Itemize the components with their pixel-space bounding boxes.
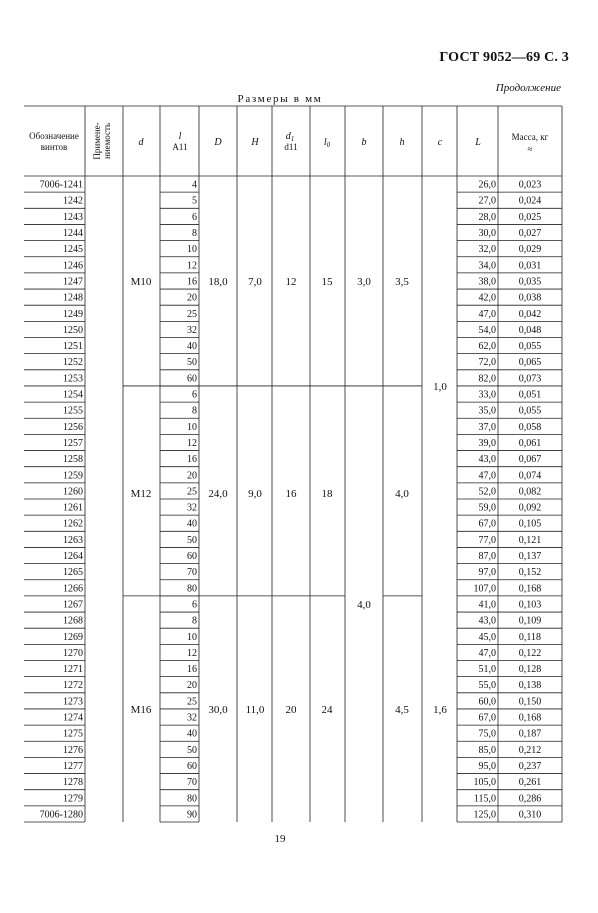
cell-designation: 1252	[63, 357, 83, 369]
cell-designation: 1242	[63, 195, 83, 207]
cell-l: 6	[192, 389, 197, 401]
cell-designation: 1256	[63, 421, 83, 433]
cell-L: 32,0	[478, 244, 496, 256]
cell-h: 3,5	[395, 275, 409, 288]
cell-L: 67,0	[478, 518, 496, 530]
cell-L: 34,0	[478, 260, 496, 272]
cell-designation: 1262	[63, 518, 83, 530]
d1-sub: 1	[290, 135, 295, 143]
cell-mass: 0,122	[518, 647, 542, 659]
cell-mass: 0,187	[518, 728, 542, 740]
cell-L: 77,0	[478, 534, 496, 546]
cell-l: 12	[187, 260, 197, 272]
cell-l: 25	[187, 486, 197, 498]
cell-mass: 0,168	[518, 712, 542, 724]
cell-designation: 1266	[63, 583, 83, 595]
cell-designation: 1245	[63, 244, 83, 256]
cell-mass: 0,310	[518, 809, 542, 821]
cell-designation: 1269	[63, 631, 83, 643]
cell-L: 47,0	[478, 470, 496, 482]
cell-mass: 0,152	[518, 567, 542, 579]
cell-L: 47,0	[478, 647, 496, 659]
cell-designation: 1250	[63, 324, 83, 336]
cell-mass: 0,137	[518, 551, 542, 563]
cell-L: 43,0	[478, 454, 496, 466]
cell-l: 6	[192, 599, 197, 611]
dimensions-caption: Размеры в мм	[237, 93, 323, 105]
cell-mass: 0,118	[518, 631, 542, 643]
header-mass-approx: ≈	[527, 144, 533, 154]
header-designation-line2: винтов	[40, 142, 68, 152]
cell-l: 40	[187, 518, 197, 530]
cell-mass: 0,261	[518, 777, 542, 789]
cell-c: 1,0	[433, 380, 447, 393]
header-L: L	[475, 137, 481, 148]
cell-designation: 1278	[63, 777, 83, 789]
cell-l: 16	[187, 276, 197, 288]
cell-l: 8	[192, 228, 197, 240]
cell-l: 4	[192, 179, 197, 191]
cell-designation: 1273	[63, 696, 83, 708]
header-designation-line1: Обозначение	[29, 131, 79, 141]
cell-mass: 0,035	[518, 276, 542, 288]
cell-L: 54,0	[478, 324, 496, 336]
header-d: d	[138, 137, 144, 148]
cell-l: 32	[187, 712, 197, 724]
cell-l: 5	[192, 195, 197, 207]
cell-l: 10	[187, 421, 197, 433]
cell-designation: 1261	[63, 502, 83, 514]
cell-l: 8	[192, 615, 197, 627]
cell-l: 60	[187, 760, 197, 772]
cell-d1: 12	[285, 275, 297, 288]
cell-mass: 0,055	[518, 341, 542, 353]
cell-L: 42,0	[478, 292, 496, 304]
cell-l: 50	[187, 744, 197, 756]
cell-mass: 0,212	[518, 744, 542, 756]
cell-l: 16	[187, 454, 197, 466]
cell-b: 3,0	[357, 275, 371, 288]
cell-designation: 1259	[63, 470, 83, 482]
cell-h: 4,5	[395, 703, 409, 716]
header-c: c	[437, 137, 443, 148]
cell-mass: 0,048	[518, 324, 542, 336]
cell-l0: 15	[321, 275, 333, 288]
cell-l: 32	[187, 324, 197, 336]
cell-l: 80	[187, 583, 197, 595]
cell-designation: 1279	[63, 793, 83, 805]
cell-l: 70	[187, 777, 197, 789]
cell-l: 16	[187, 664, 197, 676]
cell-mass: 0,150	[518, 696, 542, 708]
cell-designation: 1274	[63, 712, 83, 724]
cell-l: 60	[187, 373, 197, 385]
cell-L: 55,0	[478, 680, 496, 692]
cell-L: 105,0	[473, 777, 496, 789]
cell-L: 37,0	[478, 421, 496, 433]
cell-l: 6	[192, 211, 197, 223]
header-applicability: Примене-ниемость	[92, 122, 112, 160]
cell-L: 85,0	[478, 744, 496, 756]
cell-D: 18,0	[208, 275, 228, 288]
cell-mass: 0,058	[518, 421, 542, 433]
cell-designation: 1264	[63, 551, 83, 563]
cell-designation: 1271	[63, 664, 83, 676]
cell-designation: 1253	[63, 373, 83, 385]
cell-mass: 0,128	[518, 664, 542, 676]
cell-L: 60,0	[478, 696, 496, 708]
cell-L: 59,0	[478, 502, 496, 514]
cell-designation: 7006-1280	[39, 809, 83, 821]
cell-L: 26,0	[478, 179, 496, 191]
cell-L: 41,0	[478, 599, 496, 611]
cell-designation: 1246	[63, 260, 83, 272]
cell-l: 32	[187, 502, 197, 514]
continuation-label: Продолжение	[495, 82, 561, 94]
cell-designation: 1260	[63, 486, 83, 498]
l0-sub: 0	[326, 141, 331, 149]
cell-designation: 1275	[63, 728, 83, 740]
cell-mass: 0,051	[518, 389, 542, 401]
cell-L: 35,0	[478, 405, 496, 417]
l0-sym: l	[323, 137, 327, 148]
cell-l: 10	[187, 244, 197, 256]
cell-H: 9,0	[248, 487, 262, 500]
cell-designation: 1277	[63, 760, 83, 772]
cell-L: 47,0	[478, 308, 496, 320]
cell-l: 90	[187, 809, 197, 821]
cell-designation: 1243	[63, 211, 83, 223]
cell-l: 50	[187, 357, 197, 369]
cell-L: 38,0	[478, 276, 496, 288]
cell-mass: 0,121	[518, 534, 542, 546]
cell-mass: 0,031	[518, 260, 542, 272]
header-d1-tolerance: d11	[284, 142, 298, 152]
cell-mass: 0,138	[518, 680, 542, 692]
table-body	[24, 180, 562, 822]
cell-l: 10	[187, 631, 197, 643]
cell-l: 12	[187, 437, 197, 449]
cell-l: 40	[187, 341, 197, 353]
cell-mass: 0,092	[518, 502, 542, 514]
cell-L: 95,0	[478, 760, 496, 772]
cell-l: 12	[187, 647, 197, 659]
cell-designation: 1257	[63, 437, 83, 449]
cell-L: 33,0	[478, 389, 496, 401]
cell-designation: 1272	[63, 680, 83, 692]
cell-mass: 0,109	[518, 615, 542, 627]
cell-designation: 1254	[63, 389, 83, 401]
cell-L: 45,0	[478, 631, 496, 643]
cell-d: M12	[130, 487, 152, 500]
cell-L: 67,0	[478, 712, 496, 724]
cell-l: 40	[187, 728, 197, 740]
cell-H: 7,0	[248, 275, 262, 288]
cell-H: 11,0	[245, 703, 265, 716]
header-h: h	[399, 137, 405, 148]
header-H: H	[251, 137, 259, 148]
cell-designation: 1255	[63, 405, 83, 417]
cell-mass: 0,025	[518, 211, 542, 223]
cell-mass: 0,042	[518, 308, 542, 320]
cell-D: 30,0	[208, 703, 228, 716]
cell-mass: 0,027	[518, 228, 542, 240]
cell-l: 50	[187, 534, 197, 546]
cell-L: 62,0	[478, 341, 496, 353]
cell-l: 8	[192, 405, 197, 417]
cell-mass: 0,168	[518, 583, 542, 595]
cell-d1: 16	[285, 487, 297, 500]
cell-mass: 0,286	[518, 793, 542, 805]
header-l0	[324, 137, 331, 149]
cell-d: M10	[130, 275, 152, 288]
cell-L: 28,0	[478, 211, 496, 223]
cell-designation: 1265	[63, 567, 83, 579]
cell-L: 82,0	[478, 373, 496, 385]
cell-mass: 0,023	[518, 179, 542, 191]
cell-D: 24,0	[208, 487, 228, 500]
cell-l0: 24	[321, 703, 333, 716]
cell-mass: 0,105	[518, 518, 542, 530]
cell-L: 52,0	[478, 486, 496, 498]
cell-d1: 20	[285, 703, 297, 716]
cell-L: 51,0	[478, 664, 496, 676]
cell-designation: 7006-1241	[39, 179, 83, 191]
cell-designation: 1244	[63, 228, 83, 240]
cell-l: 20	[187, 680, 197, 692]
cell-designation: 1276	[63, 744, 83, 756]
cell-L: 75,0	[478, 728, 496, 740]
cell-L: 39,0	[478, 437, 496, 449]
cell-L: 87,0	[478, 551, 496, 563]
cell-designation: 1258	[63, 454, 83, 466]
cell-designation: 1248	[63, 292, 83, 304]
d1-sym: d	[285, 131, 291, 142]
cell-l0: 18	[321, 487, 333, 500]
cell-d: M16	[130, 703, 152, 716]
cell-l: 25	[187, 696, 197, 708]
cell-L: 125,0	[473, 809, 496, 821]
cell-h: 4,0	[395, 487, 409, 500]
cell-mass: 0,055	[518, 405, 542, 417]
cell-L: 97,0	[478, 567, 496, 579]
cell-l: 25	[187, 308, 197, 320]
cell-L: 27,0	[478, 195, 496, 207]
document-header-title: ГОСТ 9052—69 С. 3	[439, 50, 569, 65]
cell-l: 60	[187, 551, 197, 563]
cell-l: 80	[187, 793, 197, 805]
cell-L: 30,0	[478, 228, 496, 240]
cell-mass: 0,082	[518, 486, 542, 498]
cell-c: 1,6	[433, 703, 447, 716]
cell-mass: 0,029	[518, 244, 542, 256]
cell-designation: 1247	[63, 276, 83, 288]
header-D: D	[214, 137, 222, 148]
cell-mass: 0,024	[518, 195, 542, 207]
cell-mass: 0,237	[518, 760, 542, 772]
cell-mass: 0,061	[518, 437, 542, 449]
cell-designation: 1267	[63, 599, 83, 611]
cell-mass: 0,065	[518, 357, 542, 369]
cell-mass: 0,038	[518, 292, 542, 304]
cell-L: 43,0	[478, 615, 496, 627]
header-mass: Масса, кг	[511, 132, 549, 142]
cell-L: 107,0	[473, 583, 496, 595]
header-b: b	[361, 137, 367, 148]
cell-designation: 1268	[63, 615, 83, 627]
cell-L: 115,0	[473, 793, 496, 805]
cell-mass: 0,074	[518, 470, 542, 482]
cell-L: 72,0	[478, 357, 496, 369]
header-l-symbol: l	[178, 131, 182, 142]
cell-designation: 1270	[63, 647, 83, 659]
cell-mass: 0,073	[518, 373, 542, 385]
cell-designation: 1249	[63, 308, 83, 320]
cell-designation: 1251	[63, 341, 83, 353]
cell-mass: 0,103	[518, 599, 542, 611]
cell-l: 70	[187, 567, 197, 579]
cell-mass: 0,067	[518, 454, 542, 466]
cell-designation: 1263	[63, 534, 83, 546]
cell-l: 20	[187, 292, 197, 304]
cell-b: 4,0	[357, 598, 371, 611]
cell-l: 20	[187, 470, 197, 482]
header-l-tolerance: A11	[172, 142, 188, 152]
page-number: 19	[274, 833, 286, 845]
